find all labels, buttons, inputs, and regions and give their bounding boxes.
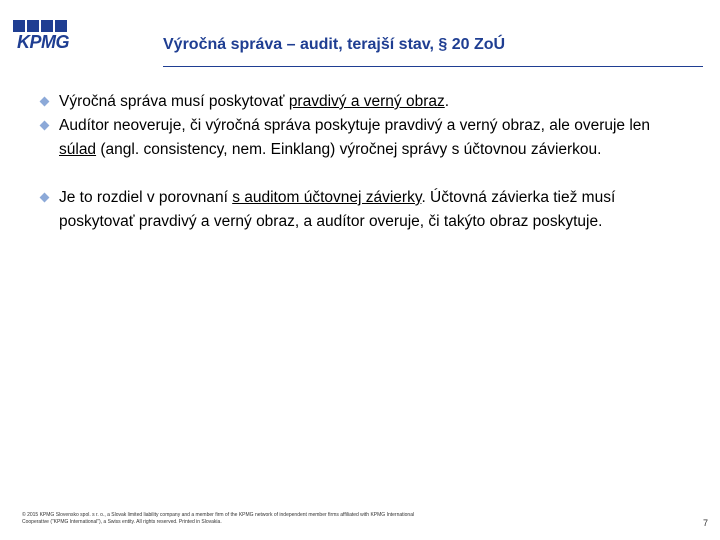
logo-blocks (13, 20, 85, 32)
diamond-bullet-icon (40, 121, 50, 131)
kpmg-logo (13, 20, 85, 52)
bullet-item: Výročná správa musí poskytovať pravdivý a verný obraz. (38, 90, 688, 114)
logo-text: KPMG (17, 32, 69, 52)
bullet-list (38, 90, 688, 234)
bullet-item: Audítor neoveruje, či výročná správa poskytuje pravdivý a verný obraz, ale overuje len súlad (angl. consistency, nem. Einklang) výročnej správy s účtovnou závierkou. (38, 114, 688, 162)
diamond-bullet-icon (40, 97, 50, 107)
diamond-bullet-icon (40, 193, 50, 203)
title-rule (163, 66, 703, 67)
page-number: 7 (702, 518, 708, 528)
slide-title: Výročná správa – audit, terajší stav, § 20 ZoÚ (163, 36, 506, 53)
bullet-item: Je to rozdiel v porovnaní s auditom účtovnej závierky. Účtovná závierka tiež musí poskytovať pravdivý a verný obraz, a audítor overuje, či takýto obraz poskytuje. (38, 186, 688, 234)
copyright-footer: © 2015 KPMG Slovensko spol. s r. o., a Slovak limited liability company and a member firm of the KPMG network of independent member firms affiliated with KPMG International Cooperative (“KPMG International”), a Swiss entity. All rights reserved. Printed in Slovakia. (22, 512, 415, 525)
